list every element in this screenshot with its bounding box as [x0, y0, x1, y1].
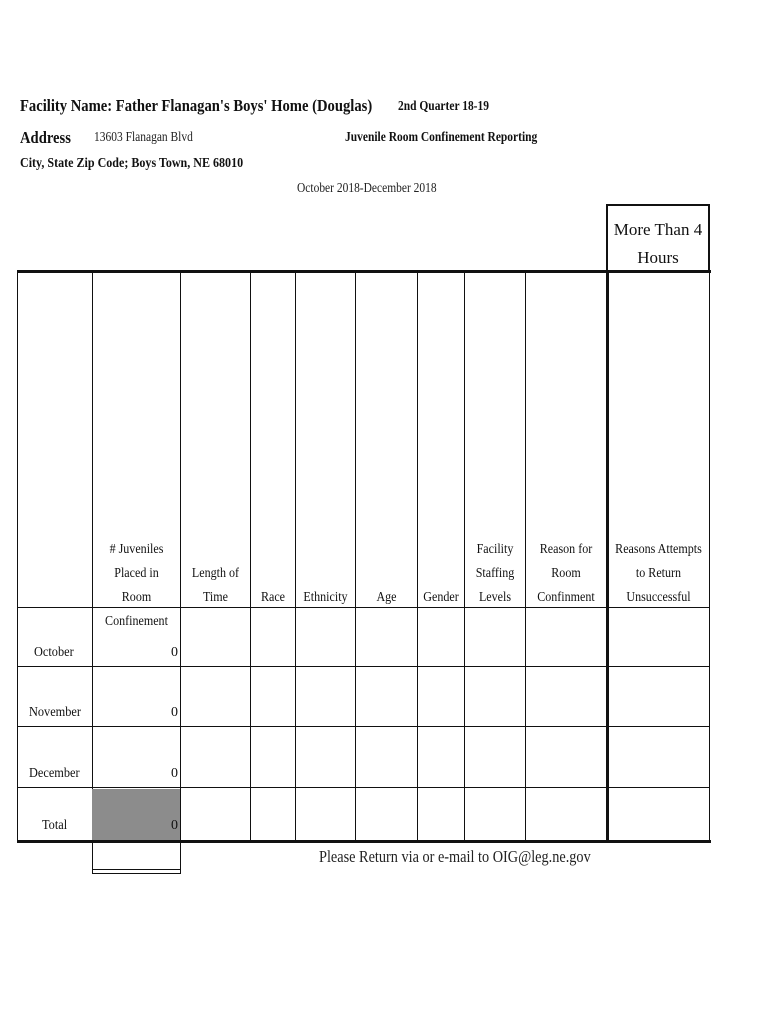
row-value-total: 0 [171, 818, 178, 833]
address-value: 13603 Flanagan Blvd [94, 130, 193, 145]
col-header-reason: Reason for Room Confinment [537, 542, 595, 605]
col-header-staffing: Facility Staffing Levels [475, 542, 515, 605]
return-note: Please Return via or e-mail to OIG@leg.ne.gov [319, 847, 591, 866]
col-header-gender: Gender [423, 590, 459, 605]
row-value-november: 0 [171, 705, 178, 720]
row-label-october: October [34, 645, 74, 660]
reporting-period: October 2018-December 2018 [297, 181, 437, 196]
row-label-november: November [29, 705, 82, 720]
row-value-october: 0 [171, 645, 178, 660]
col-header-age: Age [376, 590, 397, 605]
col-header-attempts: Reasons Attempts to Return Unsuccessful [615, 542, 702, 605]
quarter-label: 2nd Quarter 18-19 [398, 99, 489, 114]
address-label: Address [20, 128, 71, 147]
facility-name: Facility Name: Father Flanagan's Boys' Home (Douglas) [20, 96, 373, 115]
col-header-race: Race [260, 590, 286, 605]
row-label-total: Total [42, 818, 68, 833]
col-header-ethnicity: Ethnicity [303, 590, 348, 605]
report-title: Juvenile Room Confinement Reporting [345, 130, 538, 145]
group-header-text: More Than 4 Hours [613, 220, 703, 267]
city-state-zip: City, State Zip Code; Boys Town, NE 68010 [20, 156, 244, 171]
row-value-december: 0 [171, 766, 178, 781]
col-header-juveniles: # Juveniles Placed in Room Confinement [105, 542, 168, 629]
col-header-length: Length of Time [191, 566, 240, 605]
row-label-december: December [29, 766, 80, 781]
